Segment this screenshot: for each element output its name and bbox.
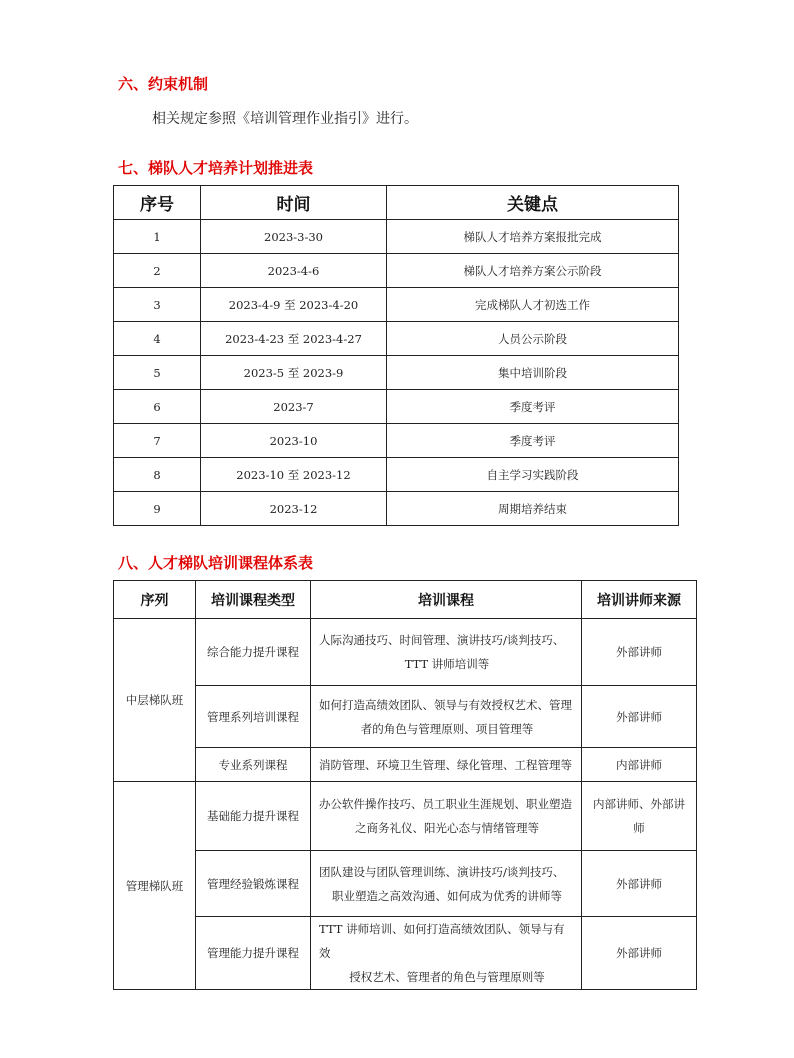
course-type: 综合能力提升课程 bbox=[196, 619, 311, 686]
teacher-source: 外部讲师 bbox=[582, 686, 697, 748]
col-header-type: 培训课程类型 bbox=[196, 581, 311, 619]
course-content bbox=[311, 917, 582, 990]
course-content: 消防管理、环境卫生管理、绿化管理、工程管理等 bbox=[311, 748, 582, 782]
table-row bbox=[114, 322, 679, 356]
section-6-heading: 六、约束机制 bbox=[118, 75, 209, 93]
course-line: 之商务礼仪、阳光心态与情绪管理等 bbox=[355, 821, 539, 835]
cell-time: 2023-4-23 至 2023-4-27 bbox=[201, 322, 387, 356]
course-line: 如何打造高绩效团队、领导与有效授权艺术、管理 bbox=[319, 697, 572, 712]
table-row bbox=[114, 220, 679, 254]
teacher-source: 外部讲师 bbox=[582, 619, 697, 686]
table-row bbox=[114, 424, 679, 458]
table-row bbox=[114, 356, 679, 390]
col-header-seq: 序列 bbox=[114, 581, 196, 619]
group-name: 中层梯队班 bbox=[114, 619, 196, 782]
table-row bbox=[114, 288, 679, 322]
cell-key: 周期培养结束 bbox=[387, 492, 679, 526]
cell-time: 2023-12 bbox=[201, 492, 387, 526]
cell-time: 2023-3-30 bbox=[201, 220, 387, 254]
cell-no: 2 bbox=[114, 254, 201, 288]
course-line: 职业塑造之高效沟通、如何成为优秀的讲师等 bbox=[332, 888, 562, 903]
cell-key: 自主学习实践阶段 bbox=[387, 458, 679, 492]
table-row bbox=[114, 390, 679, 424]
schedule-table bbox=[113, 185, 679, 526]
course-type: 基础能力提升课程 bbox=[196, 782, 311, 851]
col-header-no: 序号 bbox=[114, 186, 201, 220]
teacher-line: 内部讲师、外部讲 bbox=[593, 797, 685, 811]
table-row bbox=[114, 917, 697, 990]
cell-key: 完成梯队人才初选工作 bbox=[387, 288, 679, 322]
course-system-table bbox=[113, 580, 697, 990]
col-header-source: 培训讲师来源 bbox=[582, 581, 697, 619]
cell-key: 梯队人才培养方案公示阶段 bbox=[387, 254, 679, 288]
group-name: 管理梯队班 bbox=[114, 782, 196, 990]
schedule-header-row bbox=[114, 186, 679, 220]
teacher-line: 师 bbox=[633, 821, 645, 835]
course-content bbox=[311, 686, 582, 748]
cell-no: 1 bbox=[114, 220, 201, 254]
cell-time: 2023-5 至 2023-9 bbox=[201, 356, 387, 390]
cell-no: 6 bbox=[114, 390, 201, 424]
table-row bbox=[114, 851, 697, 917]
section-7-heading: 七、梯队人才培养计划推进表 bbox=[118, 159, 314, 177]
course-type: 专业系列课程 bbox=[196, 748, 311, 782]
cell-no: 9 bbox=[114, 492, 201, 526]
table-row bbox=[114, 748, 697, 782]
course-line: 团队建设与团队管理训练、演讲技巧/谈判技巧、 bbox=[319, 864, 565, 879]
cell-no: 3 bbox=[114, 288, 201, 322]
course-line: TTT 讲师培训、如何打造高绩效团队、领导与有效 bbox=[319, 922, 565, 960]
cell-key: 集中培训阶段 bbox=[387, 356, 679, 390]
course-content bbox=[311, 851, 582, 917]
course-line: 办公软件操作技巧、员工职业生涯规划、职业塑造 bbox=[319, 797, 572, 811]
table-row bbox=[114, 686, 697, 748]
course-content bbox=[311, 782, 582, 851]
col-header-key: 关键点 bbox=[387, 186, 679, 220]
cell-time: 2023-10 bbox=[201, 424, 387, 458]
course-line: 授权艺术、管理者的角色与管理原则等 bbox=[349, 970, 545, 984]
table-row bbox=[114, 619, 697, 686]
cell-key: 季度考评 bbox=[387, 424, 679, 458]
cell-no: 8 bbox=[114, 458, 201, 492]
cell-no: 7 bbox=[114, 424, 201, 458]
cell-key: 梯队人才培养方案报批完成 bbox=[387, 220, 679, 254]
table-row bbox=[114, 782, 697, 851]
teacher-source: 外部讲师 bbox=[582, 917, 697, 990]
cell-time: 2023-10 至 2023-12 bbox=[201, 458, 387, 492]
cell-time: 2023-4-9 至 2023-4-20 bbox=[201, 288, 387, 322]
course-type: 管理经验锻炼课程 bbox=[196, 851, 311, 917]
col-header-course: 培训课程 bbox=[311, 581, 582, 619]
course-header-row bbox=[114, 581, 697, 619]
teacher-source: 外部讲师 bbox=[582, 851, 697, 917]
cell-no: 5 bbox=[114, 356, 201, 390]
section-6-text: 相关规定参照《培训管理作业指引》进行。 bbox=[152, 111, 418, 127]
course-type: 管理系列培训课程 bbox=[196, 686, 311, 748]
col-header-time: 时间 bbox=[201, 186, 387, 220]
course-line: TTT 讲师培训等 bbox=[404, 657, 490, 671]
cell-time: 2023-4-6 bbox=[201, 254, 387, 288]
course-line: 者的角色与管理原则、项目管理等 bbox=[360, 721, 534, 736]
course-content bbox=[311, 619, 582, 686]
table-row bbox=[114, 492, 679, 526]
table-row bbox=[114, 458, 679, 492]
section-8-heading: 八、人才梯队培训课程体系表 bbox=[118, 554, 314, 572]
table-row bbox=[114, 254, 679, 288]
course-type: 管理能力提升课程 bbox=[196, 917, 311, 990]
cell-time: 2023-7 bbox=[201, 390, 387, 424]
teacher-source bbox=[582, 782, 697, 851]
cell-no: 4 bbox=[114, 322, 201, 356]
teacher-source: 内部讲师 bbox=[582, 748, 697, 782]
course-line: 人际沟通技巧、时间管理、演讲技巧/谈判技巧、 bbox=[319, 633, 565, 647]
cell-key: 季度考评 bbox=[387, 390, 679, 424]
cell-key: 人员公示阶段 bbox=[387, 322, 679, 356]
